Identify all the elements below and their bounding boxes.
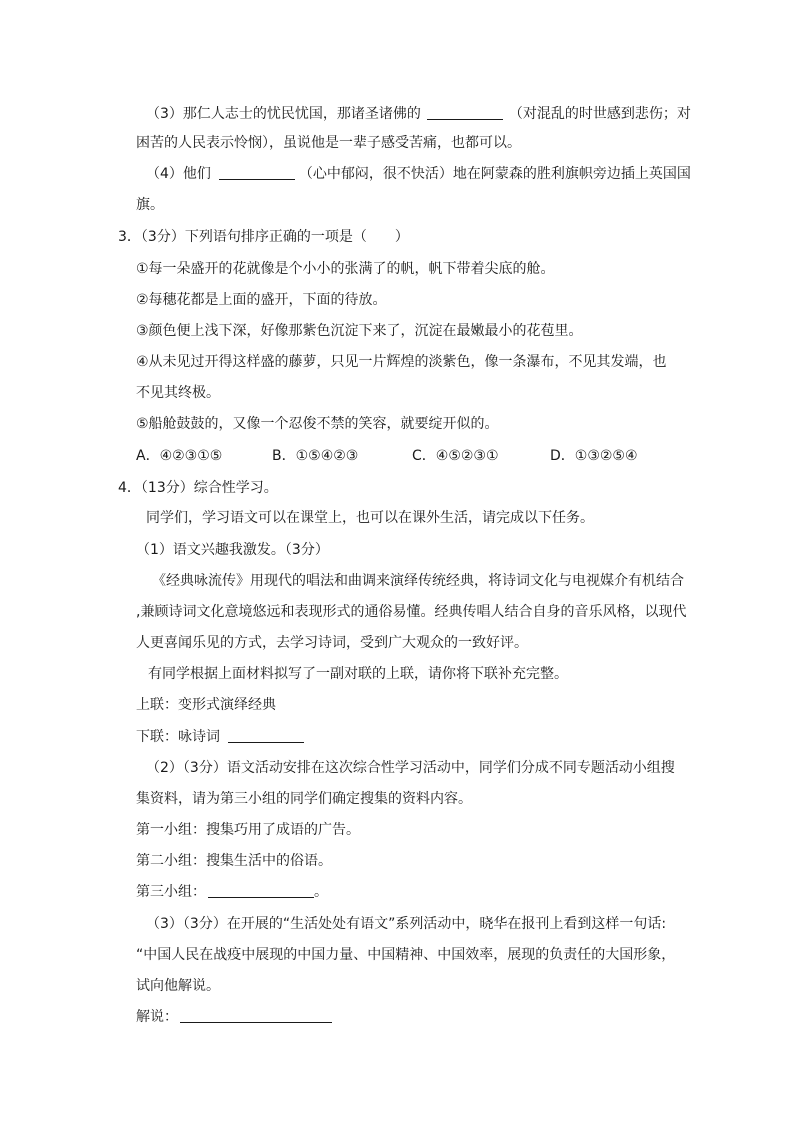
q2-item3-line1 xyxy=(146,104,691,124)
q3-sentence-5: ⑤船舱鼓鼓的，又像一个忍俊不禁的笑容，就要绽开似的。 xyxy=(136,416,499,432)
q2-item3-text-before: （3）那仁人志士的忧民忧国，那诸圣诸佛的 xyxy=(146,106,421,122)
q2-item4-line1 xyxy=(146,164,691,184)
q2-item3-line2: 困苦的人民表示怜悯），虽说他是一辈子感受苦痛，也都可以。 xyxy=(136,135,521,151)
q4-sub1-para-line3: 人更喜闻乐见的方式，去学习诗词，受到广大观众的一致好评。 xyxy=(136,635,528,651)
q4-sub3-line3: 试向他解说。 xyxy=(136,978,220,994)
q4-sub1-para-line1: 《经典咏流传》用现代的唱法和曲调来演绎传统经典，将诗词文化与电视媒介有机结合 xyxy=(152,573,684,589)
q3-sentence-3: ③颜色便上浅下深，好像那紫色沉淀下来了，沉淀在最嫩最小的花苞里。 xyxy=(136,323,583,339)
q4-sub1-lower-couplet xyxy=(136,727,304,747)
answer-blank[interactable] xyxy=(427,105,503,120)
q4-sub2-line1: （2）（3分）语文活动安排在这次综合性学习活动中，同学们分成不同专题活动小组搜 xyxy=(146,760,675,776)
group3-period: 。 xyxy=(314,884,328,900)
q2-item3-text-after: （对混乱的时世感到悲伤；对 xyxy=(508,106,691,122)
q4-sub3-line1: （3）（3分）在开展的“生活处处有语文”系列活动中，晓华在报刊上看到这样一句话: xyxy=(146,916,667,932)
option-a[interactable]: A．④②③①⑤ xyxy=(136,448,223,464)
option-c[interactable]: C．④⑤②③① xyxy=(412,448,499,464)
answer-label: 解说： xyxy=(136,1009,178,1025)
q4-sub1-upper-couplet: 上联：变形式演绎经典 xyxy=(136,697,276,713)
q3-stem: 3．（3分）下列语句排序正确的一项是（ ） xyxy=(118,229,409,245)
q3-sentence-1: ①每一朵盛开的花就像是个小小的张满了的帆，帆下带着尖底的舱。 xyxy=(136,261,555,277)
q3-sentence-2: ②每穗花都是上面的盛开，下面的待放。 xyxy=(136,292,387,308)
option-b[interactable]: B．①⑤④②③ xyxy=(272,448,359,464)
q4-sub3-line2: “中国人民在战疫中展现的中国力量、中国精神、中国效率，展现的负责任的大国形象， xyxy=(136,947,676,963)
q4-stem: 4．（13分）综合性学习。 xyxy=(118,480,278,496)
q2-item4-line2: 旗。 xyxy=(136,197,164,213)
q4-sub1-prompt: 有同学根据上面材料拟写了一副对联的上联，请你将下联补充完整。 xyxy=(148,666,568,682)
q4-intro: 同学们，学习语文可以在课堂上，也可以在课外生活，请完成以下任务。 xyxy=(146,510,594,526)
q4-sub2-group1: 第一小组：搜集巧用了成语的广告。 xyxy=(136,822,360,838)
q4-sub1-para-line2: ,兼顾诗词文化意境悠远和表现形式的通俗易懂。经典传唱人结合自身的音乐风格，以现代 xyxy=(136,604,687,620)
q4-sub2-line2: 集资料，请为第三小组的同学们确定搜集的资料内容。 xyxy=(136,791,472,807)
q3-sentence-4-line1: ④从未见过开得这样盛的藤萝，只见一片辉煌的淡紫色，像一条瀑布，不见其发端，也 xyxy=(136,354,667,370)
answer-blank[interactable] xyxy=(219,165,295,180)
q4-sub2-group3 xyxy=(136,882,328,902)
q3-options xyxy=(136,446,638,466)
q3-sentence-4-line2: 不见其终极。 xyxy=(136,385,220,401)
q2-item4-text-after: （心中郁闷，很不快活）地在阿蒙森的胜利旗帜旁边插上英国国 xyxy=(298,166,691,182)
q4-sub1-title: （1）语文兴趣我激发。（3分） xyxy=(136,542,329,558)
q4-sub3-answer xyxy=(136,1007,332,1027)
answer-blank[interactable] xyxy=(228,728,304,743)
answer-blank[interactable] xyxy=(180,1008,332,1023)
q2-item4-text-before: （4）他们 xyxy=(146,166,211,182)
q4-sub2-group2: 第二小组：搜集生活中的俗语。 xyxy=(136,853,332,869)
option-d[interactable]: D．①③②⑤④ xyxy=(550,448,638,464)
lower-couplet-label: 下联：咏诗词 xyxy=(136,729,220,745)
answer-blank[interactable] xyxy=(208,883,314,898)
group3-label: 第三小组： xyxy=(136,884,206,900)
